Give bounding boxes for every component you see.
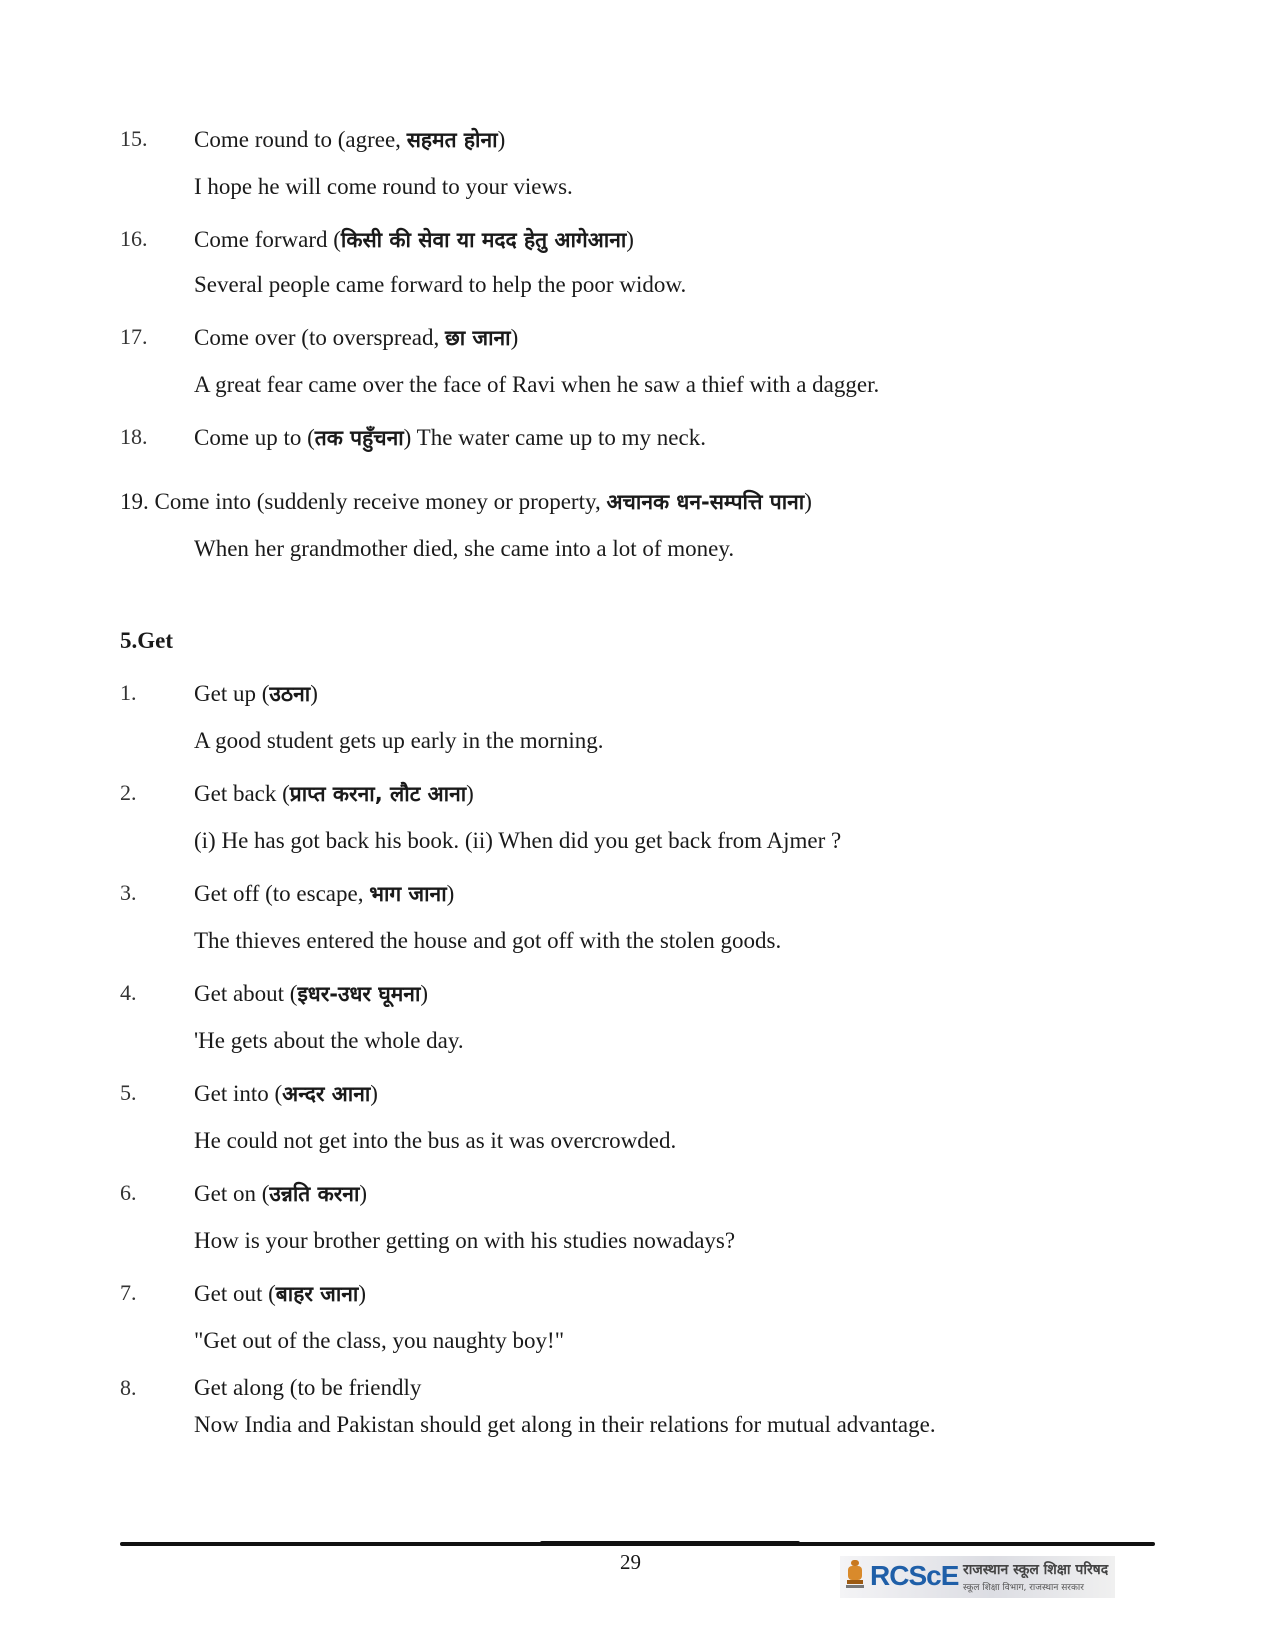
entry-number: 17.	[120, 324, 148, 349]
entry-example: I hope he will come round to your views.	[194, 174, 573, 199]
entry-example: A good student gets up early in the morning.	[194, 728, 604, 753]
entry-number: 4.	[120, 980, 137, 1005]
entry-heading: Get about (इधर-उधर घूमना)	[194, 981, 429, 1006]
logo-tagline: स्कूल शिक्षा विभाग, राजस्थान सरकार	[963, 1583, 1084, 1593]
logo-text: RCScE	[870, 1560, 959, 1591]
entry-heading: 19. Come into (suddenly receive money or property, अचानक धन-सम्पत्ति पाना)	[120, 489, 812, 514]
entry-heading: Come over (to overspread, छा जाना)	[194, 325, 519, 350]
hindi-meaning: प्राप्त करना, लौट आना	[289, 782, 467, 806]
hindi-meaning: अन्दर आना	[282, 1082, 371, 1106]
hindi-meaning: उठना	[269, 682, 311, 706]
entry-example: 'He gets about the whole day.	[194, 1028, 464, 1053]
hindi-meaning: उन्नति करना	[269, 1182, 360, 1206]
entry-example: Several people came forward to help the poor widow.	[194, 272, 687, 297]
entry-number: 2.	[120, 780, 137, 805]
entry-heading: Come round to (agree, सहमत होना)	[194, 127, 506, 152]
entry-heading: Get out (बाहर जाना)	[194, 1281, 367, 1306]
entry-heading: Get off (to escape, भाग जाना)	[194, 881, 455, 906]
entry-heading: Get on (उन्नति करना)	[194, 1181, 368, 1206]
hindi-meaning: बाहर जाना	[275, 1282, 359, 1306]
logo-subtitle: राजस्थान स्कूल शिक्षा परिषद	[963, 1562, 1109, 1578]
rcsce-logo	[840, 1556, 1115, 1598]
entry-heading: Get up (उठना)	[194, 681, 318, 706]
hindi-meaning: तक पहुँचना	[314, 426, 404, 450]
entry-example: Now India and Pakistan should get along in their relations for mutual advantage.	[194, 1412, 936, 1437]
entry-number: 8.	[120, 1375, 137, 1400]
emblem-icon	[844, 1558, 866, 1592]
page-number: 29	[620, 1550, 641, 1574]
hindi-meaning: भाग जाना	[369, 882, 447, 906]
entry-heading: Get along (to be friendly	[194, 1375, 422, 1400]
hindi-meaning: किसी की सेवा या मदद हेतु आगेआना	[340, 228, 627, 252]
entry-heading: Get back (प्राप्त करना, लौट आना)	[194, 781, 474, 806]
section-title: 5.Get	[120, 628, 174, 653]
entry-example: When her grandmother died, she came into a lot of money.	[194, 536, 735, 561]
hindi-meaning: सहमत होना	[406, 128, 498, 152]
entry-number: 6.	[120, 1180, 137, 1205]
entry-example: How is your brother getting on with his studies nowadays?	[194, 1228, 736, 1253]
entry-number: 7.	[120, 1280, 137, 1305]
entry-number: 15.	[120, 126, 148, 151]
entry-number: 1.	[120, 680, 137, 705]
hindi-meaning: इधर-उधर घूमना	[297, 982, 421, 1006]
entry-example: (i) He has got back his book. (ii) When did you get back from Ajmer ?	[194, 828, 842, 853]
hindi-meaning: अचानक धन-सम्पत्ति पाना	[606, 490, 805, 514]
entry-heading: Come up to (तक पहुँचना) The water came up to my neck.	[194, 425, 706, 450]
entry-example: He could not get into the bus as it was overcrowded.	[194, 1128, 677, 1153]
entry-example: A great fear came over the face of Ravi when he saw a thief with a dagger.	[194, 372, 880, 397]
entry-example: The thieves entered the house and got off with the stolen goods.	[194, 928, 782, 953]
entry-number: 18.	[120, 424, 148, 449]
entry-example: "Get out of the class, you naughty boy!"	[194, 1328, 565, 1353]
entry-heading: Come forward (किसी की सेवा या मदद हेतु आगेआना)	[194, 227, 634, 252]
footer-divider	[120, 1542, 1155, 1546]
entry-number: 5.	[120, 1080, 137, 1105]
entry-heading: Get into (अन्दर आना)	[194, 1081, 378, 1106]
hindi-meaning: छा जाना	[445, 326, 511, 350]
entry-number: 3.	[120, 880, 137, 905]
entry-number: 16.	[120, 226, 148, 251]
